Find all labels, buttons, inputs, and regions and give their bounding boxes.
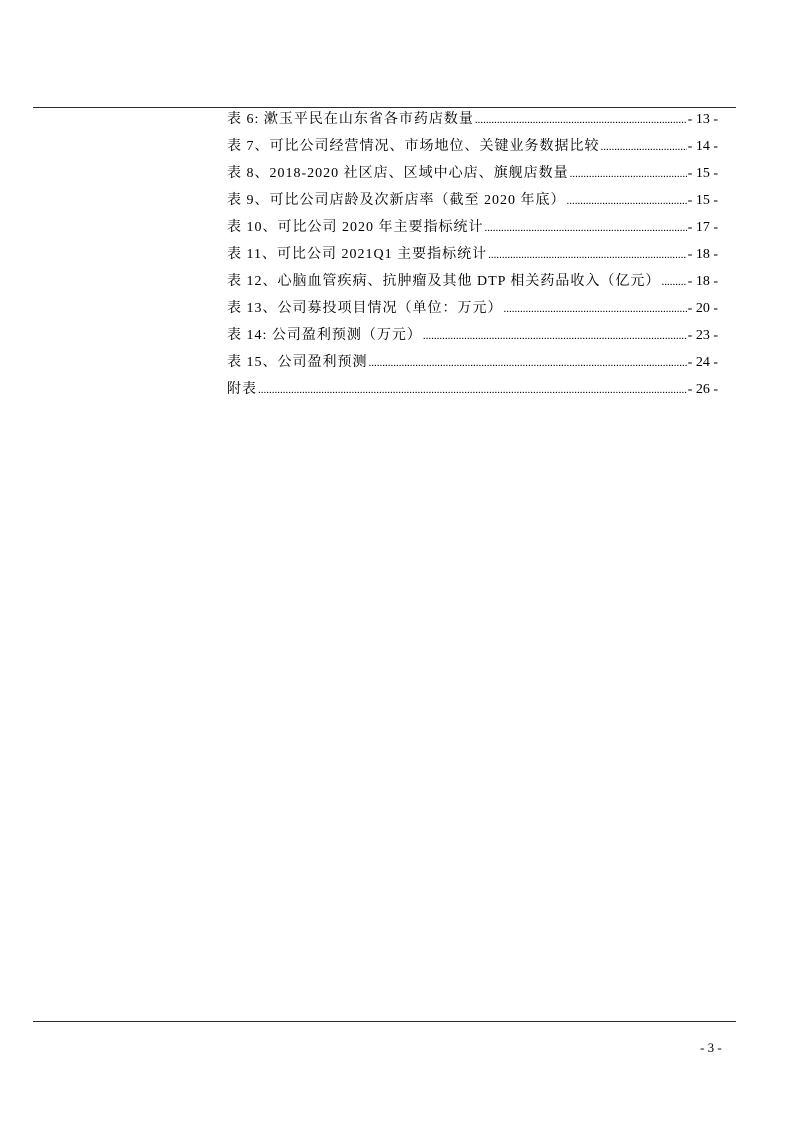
toc-entry[interactable] <box>227 322 718 349</box>
toc-entry-page: - 18 - <box>687 247 718 262</box>
toc-entry[interactable] <box>227 349 718 376</box>
toc-entry[interactable] <box>227 106 718 133</box>
toc-leader-dots <box>504 296 687 323</box>
toc-entry-label: 表 11、可比公司 2021Q1 主要指标统计 <box>227 247 488 262</box>
toc-entry-page: - 15 - <box>687 166 718 181</box>
toc-entry-label: 表 9、可比公司店龄及次新店率（截至 2020 年底） <box>227 193 566 208</box>
toc-leader-dots <box>488 242 687 269</box>
toc-entry-page: - 24 - <box>687 355 718 370</box>
toc-entry-page: - 20 - <box>687 301 718 316</box>
toc-entry-page: - 23 - <box>687 328 718 343</box>
toc-entry-page: - 13 - <box>687 112 718 127</box>
toc-entry-label: 表 14: 公司盈利预测（万元） <box>227 328 422 343</box>
toc-entry-label: 表 12、心脑血管疾病、抗肿瘤及其他 DTP 相关药品收入（亿元） <box>227 274 661 289</box>
toc-entry-page: - 15 - <box>687 193 718 208</box>
toc-entry[interactable] <box>227 241 718 268</box>
toc-entry[interactable] <box>227 214 718 241</box>
toc-entry[interactable] <box>227 376 718 403</box>
toc-leader-dots <box>567 188 687 215</box>
toc-leader-dots <box>485 215 687 242</box>
toc-entry-page: - 26 - <box>687 382 718 397</box>
page-number: - 3 - <box>700 1040 722 1055</box>
toc-leader-dots <box>475 107 687 134</box>
toc-entry-label: 表 7、可比公司经营情况、市场地位、关键业务数据比较 <box>227 139 600 154</box>
toc-leader-dots <box>661 269 686 296</box>
toc-entry-page: - 14 - <box>687 139 718 154</box>
toc-entry[interactable] <box>227 160 718 187</box>
toc-entry[interactable] <box>227 295 718 322</box>
toc-entry[interactable] <box>227 133 718 160</box>
toc-entry-label: 表 10、可比公司 2020 年主要指标统计 <box>227 220 484 235</box>
toc-entry-label: 附表 <box>227 382 257 397</box>
toc-leader-dots <box>258 377 687 404</box>
table-of-contents <box>227 106 718 403</box>
toc-leader-dots <box>570 161 687 188</box>
toc-entry-page: - 17 - <box>687 220 718 235</box>
toc-entry-label: 表 6: 漱玉平民在山东省各市药店数量 <box>227 112 474 127</box>
toc-entry[interactable] <box>227 268 718 295</box>
footer-rule <box>33 1021 736 1022</box>
toc-entry-page: - 18 - <box>687 274 718 289</box>
toc-entry-label: 表 15、公司盈利预测 <box>227 355 368 370</box>
toc-entry-label: 表 8、2018-2020 社区店、区域中心店、旗舰店数量 <box>227 166 569 181</box>
toc-leader-dots <box>423 323 687 350</box>
toc-entry[interactable] <box>227 187 718 214</box>
toc-leader-dots <box>601 134 687 161</box>
toc-entry-label: 表 13、公司募投项目情况（单位：万元） <box>227 301 503 316</box>
toc-leader-dots <box>369 350 687 377</box>
